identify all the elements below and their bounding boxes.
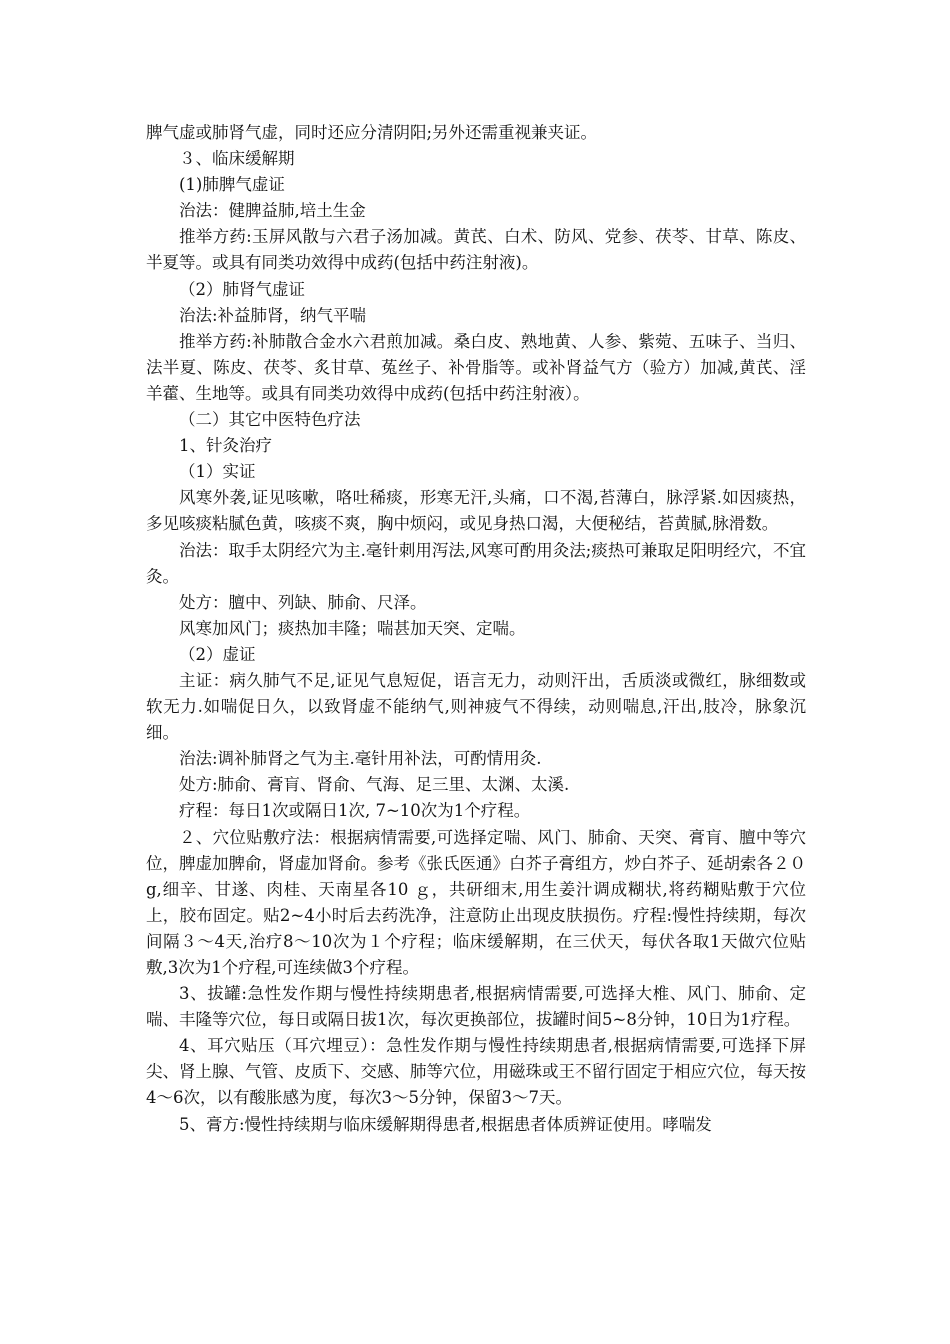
paragraph: 3、拔罐:急性发作期与慢性持续期患者,根据病情需要,可选择大椎、风门、肺俞、定喘、丰隆等穴位，每日或隔日拔1次，每次更换部位，拔罐时间5~8分钟，10日为1疗程。 xyxy=(146,984,806,1030)
paragraph: 疗程：每日1次或隔日1次, 7~10次为1个疗程。 xyxy=(179,801,531,821)
paragraph: 4、耳穴贴压（耳穴埋豆）：急性发作期与慢性持续期患者,根据病情需要,可选择下屏尖、肾上腺、气管、皮质下、交感、肺等穴位，用磁珠或王不留行固定于相应穴位，每天按4～6次，以有酸胀感为度，每次3～5分钟，保留3～7天。 xyxy=(146,1036,806,1108)
paragraph: 治法：健脾益肺,培土生金 xyxy=(179,201,366,221)
paragraph: 脾气虚或肺肾气虚，同时还应分清阴阳;另外还需重视兼夹证。 xyxy=(146,123,598,142)
paragraph: 治法:补益肺肾，纳气平喘 xyxy=(179,305,367,325)
paragraph: ２、穴位贴敷疗法：根据病情需要,可选择定喘、风门、肺俞、天突、膏肓、膻中等穴位，脾虚加脾俞，肾虚加肾俞。参考《张氏医通》白芥子膏组方，炒白芥子、延胡索各２０ g,细辛、甘遂、肉桂、天南星各10 ｇ，共研细末,用生姜汁调成糊状,将药糊贴敷于穴位上，胶布固定。贴2~4小时后去药洗净，注意防止出现皮肤损伤。疗程:慢性持续期，每次间隔３～4天,治疗8～10次为１个疗程；临床缓解期，在三伏天，每伏各取1天做穴位贴敷,3次为1个疗程,可连续做3个疗程。 xyxy=(146,827,806,977)
subsection-heading: (1)肺脾气虚证 xyxy=(179,175,285,195)
paragraph: 风寒外袭,证见咳嗽，咯吐稀痰，形寒无汗,头痛，口不渴,苔薄白，脉浮紧.如因痰热，多见咳痰粘腻色黄，咳痰不爽，胸中烦闷，或见身热口渴，大便秘结，苔黄腻,脉滑数。 xyxy=(146,488,806,534)
paragraph: 5、膏方:慢性持续期与临床缓解期得患者,根据患者体质辨证使用。哮喘发 xyxy=(179,1114,712,1134)
document-body xyxy=(146,120,806,1138)
paragraph: 处方：膻中、列缺、肺俞、尺泽。 xyxy=(179,592,427,612)
paragraph: 推举方药:补肺散合金水六君煎加减。桑白皮、熟地黄、人参、紫菀、五味子、当归、法半夏、陈皮、茯苓、炙甘草、菟丝子、补骨脂等。或补肾益气方（验方）加减,黄芪、淫羊藿、生地等。或具有同类功效得中成药(包括中药注射液）。 xyxy=(146,331,806,403)
section-heading: 1、针灸治疗 xyxy=(179,436,272,456)
section-heading: （二）其它中医特色疗法 xyxy=(179,410,361,430)
paragraph: 风寒加风门；痰热加丰隆；喘甚加天突、定喘。 xyxy=(179,618,526,638)
paragraph: 推举方药:玉屏风散与六君子汤加减。黄芪、白术、防风、党参、茯苓、甘草、陈皮、半夏等。或具有同类功效得中成药(包括中药注射液)。 xyxy=(146,227,806,273)
subsection-heading: （2）虚证 xyxy=(179,644,256,664)
paragraph: 治法：取手太阴经穴为主.毫针刺用泻法,风寒可酌用灸法;痰热可兼取足阳明经穴，不宜灸。 xyxy=(146,540,806,586)
paragraph: 治法:调补肺肾之气为主.毫针用补法，可酌情用灸. xyxy=(179,749,542,769)
paragraph: 主证：病久肺气不足,证见气息短促，语言无力，动则汗出，舌质淡或微红，脉细数或软无力.如喘促日久，以致肾虚不能纳气,则神疲气不得续，动则喘息,汗出,肢冷，脉象沉细。 xyxy=(146,670,806,743)
subsection-heading: （1）实证 xyxy=(179,462,256,482)
paragraph: 处方:肺俞、膏肓、肾俞、气海、足三里、太渊、太溪. xyxy=(179,775,570,795)
subsection-heading: （2）肺肾气虚证 xyxy=(179,279,305,299)
section-heading: ３、临床缓解期 xyxy=(179,149,295,169)
